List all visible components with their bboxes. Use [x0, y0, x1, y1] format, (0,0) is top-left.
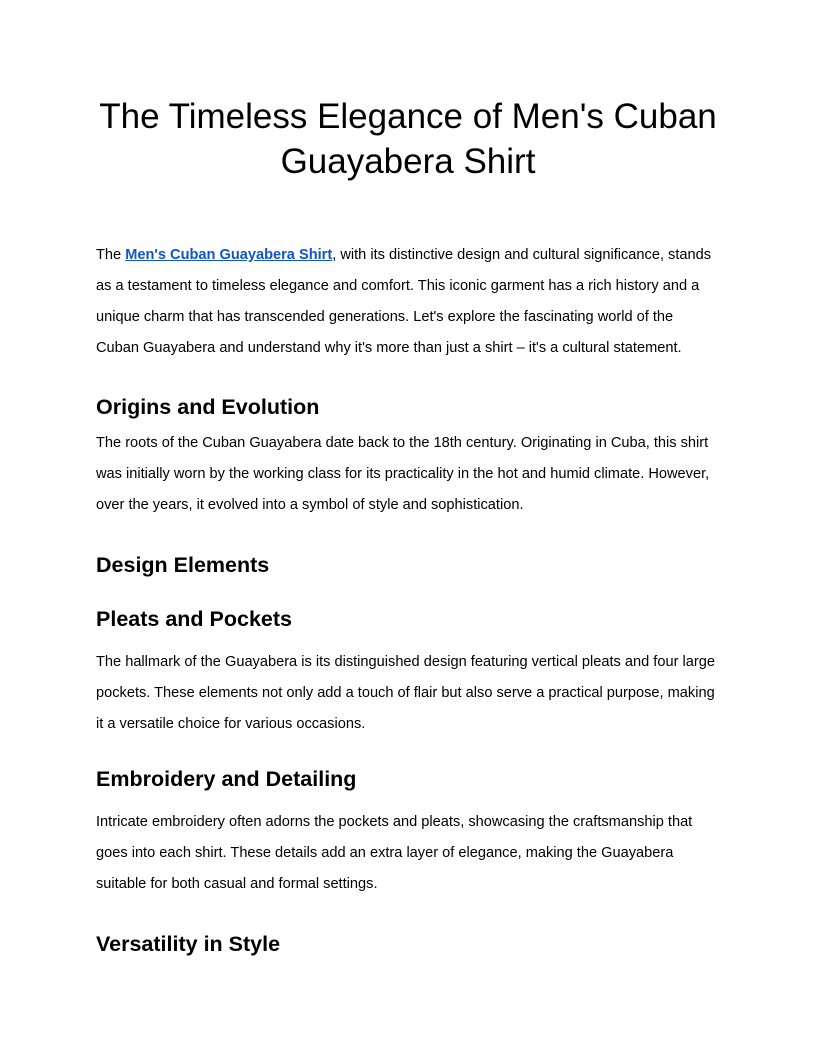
intro-suffix: , with its distinctive design and cultural significance, stands as a testament to timeless elegance and comfort. This iconic garment has a rich history and a unique charm that has transcended generations. Let's explore the fascinating world of the Cuban Guayabera and understand why it's more than just a shirt – it's a cultural statement. — [96, 247, 712, 356]
heading-pleats-pockets: Pleats and Pockets — [96, 607, 292, 631]
origins-paragraph: The roots of the Cuban Guayabera date back to the 18th century. Originating in Cuba, this shirt was initially worn by the working class for its practicality in the hot and humid climate. However, over the years, it evolved into a symbol of style and sophistication. — [96, 435, 710, 513]
embroidery-paragraph: Intricate embroidery often adorns the pockets and pleats, showcasing the craftsmanship that goes into each shirt. These details add an extra layer of elegance, making the Guayabera suitable for both casual and formal settings. — [96, 814, 693, 892]
document-title: The Timeless Elegance of Men's Cuban Guayabera Shirt — [99, 97, 717, 181]
intro-prefix: The — [96, 247, 126, 263]
intro-paragraph — [96, 240, 720, 364]
heading-origins-evolution: Origins and Evolution — [96, 395, 320, 419]
guayabera-shirt-link[interactable]: Men's Cuban Guayabera Shirt — [125, 247, 333, 263]
heading-versatility-style: Versatility in Style — [96, 932, 281, 956]
heading-design-elements: Design Elements — [96, 553, 270, 577]
pleats-paragraph: The hallmark of the Guayabera is its distinguished design featuring vertical pleats and four large pockets. These elements not only add a touch of flair but also serve a practical purpose, making it a versatile choice for various occasions. — [96, 654, 715, 732]
heading-embroidery-detailing: Embroidery and Detailing — [96, 767, 357, 791]
